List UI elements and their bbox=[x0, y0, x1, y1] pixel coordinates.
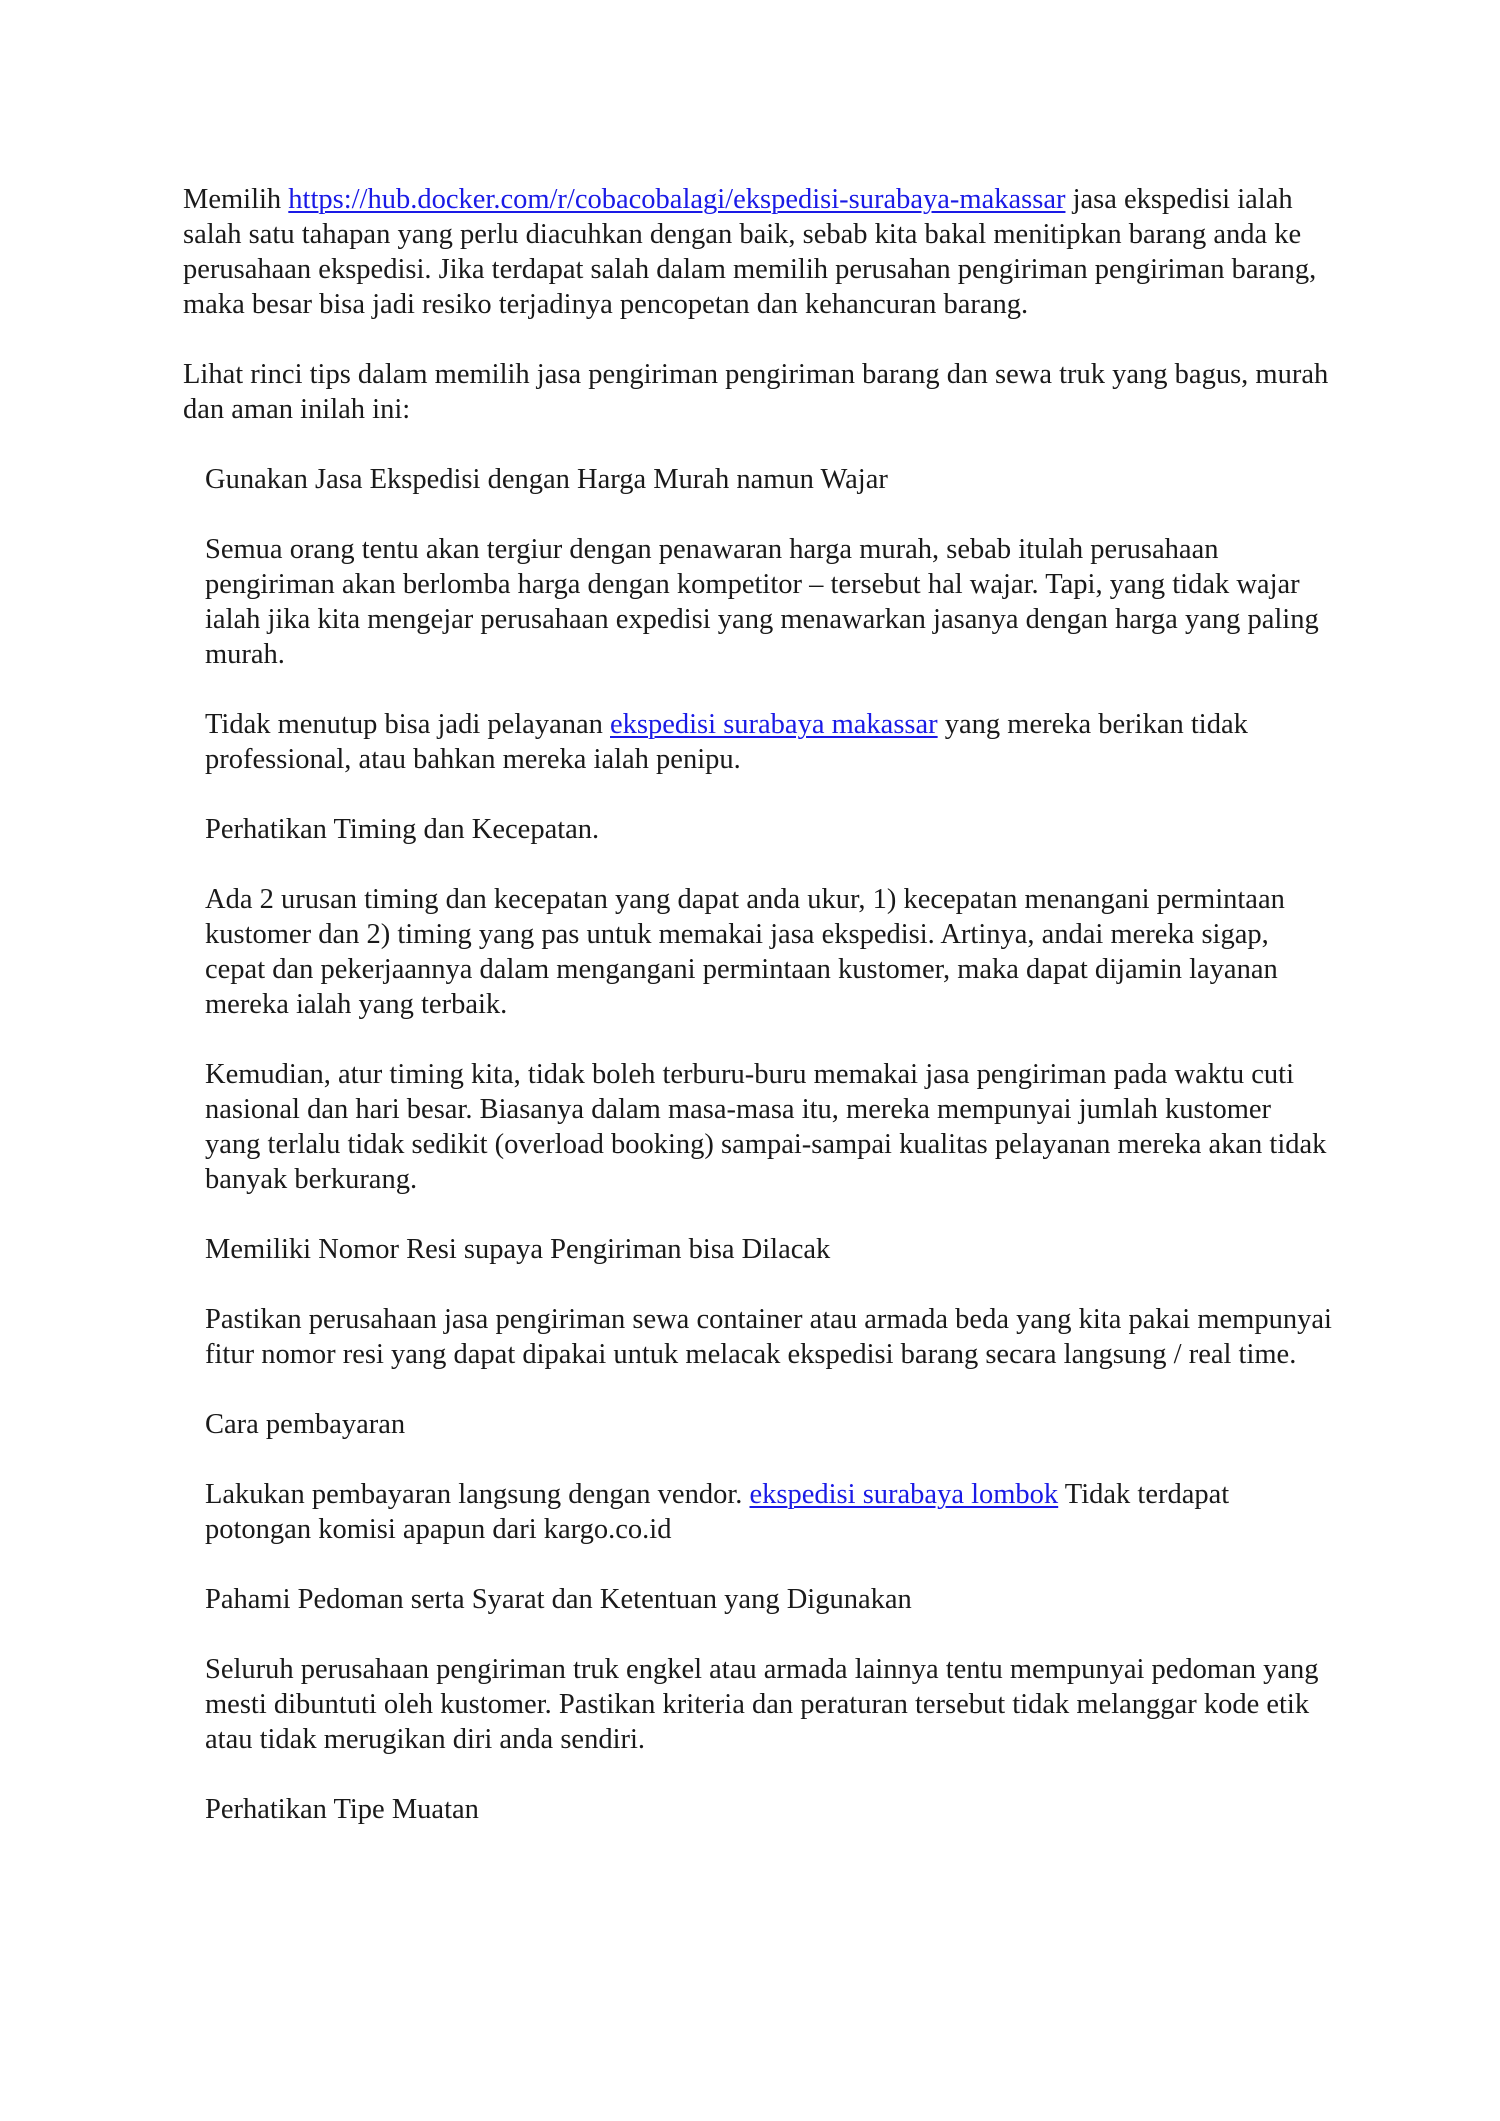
cuti-paragraph: Kemudian, atur timing kita, tidak boleh terburu-buru memakai jasa pengiriman pada waktu cuti nasional dan hari besar. Biasanya dalam masa-masa itu, mereka mempunyai jumlah kustomer yang terlalu tidak sedikit (overload booking) sampai-sampai kualitas pelayanan mereka akan tidak banyak berkurang. bbox=[205, 1059, 1327, 1195]
intro-paragraph bbox=[183, 182, 1333, 322]
timing-paragraph: Ada 2 urusan timing dan kecepatan yang dapat anda ukur, 1) kecepatan menangani permintaan kustomer dan 2) timing yang pas untuk memakai jasa ekspedisi. Artinya, andai mereka sigap, cepat dan pekerjaannya dalam mengangani permintaan kustomer, maka dapat dijamin layanan mereka ialah yang terbaik. bbox=[205, 884, 1285, 1020]
heading-pedoman: Pahami Pedoman serta Syarat dan Ketentuan yang Digunakan bbox=[205, 1584, 912, 1615]
heading-pembayaran: Cara pembayaran bbox=[205, 1409, 406, 1440]
pelayanan-text-start: Tidak menutup bisa jadi pelayanan bbox=[205, 709, 610, 740]
heading-nomor-resi: Memiliki Nomor Resi supaya Pengiriman bisa Dilacak bbox=[205, 1234, 831, 1265]
pembayaran-text-start: Lakukan pembayaran langsung dengan vendor. bbox=[205, 1479, 750, 1510]
ekspedisi-lombok-link[interactable]: ekspedisi surabaya lombok bbox=[749, 1479, 1059, 1510]
tips-intro-paragraph: Lihat rinci tips dalam memilih jasa pengiriman pengiriman barang dan sewa truk yang bagus, murah dan aman inilah ini: bbox=[183, 359, 1329, 425]
heading-harga-murah: Gunakan Jasa Ekspedisi dengan Harga Murah namun Wajar bbox=[205, 464, 888, 495]
pelayanan-paragraph bbox=[183, 707, 1333, 777]
pedoman-paragraph: Seluruh perusahaan pengiriman truk engkel atau armada lainnya tentu mempunyai pedoman yang mesti dibuntuti oleh kustomer. Pastikan kriteria dan peraturan tersebut tidak melanggar kode etik atau tidak merugikan diri anda sendiri. bbox=[205, 1654, 1319, 1755]
pembayaran-paragraph bbox=[183, 1477, 1333, 1547]
nomor-resi-paragraph: Pastikan perusahaan jasa pengiriman sewa container atau armada beda yang kita pakai mempunyai fitur nomor resi yang dapat dipakai untuk melacak ekspedisi barang secara langsung / real time. bbox=[205, 1304, 1332, 1370]
pelayanan-text-end: yang mereka berikan tidak professional, atau bahkan mereka ialah penipu. bbox=[205, 709, 1248, 775]
intro-text-end: jasa ekspedisi ialah salah satu tahapan yang perlu diacuhkan dengan baik, sebab kita bakal menitipkan barang anda ke perusahaan ekspedisi. Jika terdapat salah dalam memilih perusahan pengiriman pengiriman barang, maka besar bisa jadi resiko terjadinya pencopetan dan kehancuran barang. bbox=[183, 184, 1317, 320]
heading-tipe-muatan: Perhatikan Tipe Muatan bbox=[205, 1794, 479, 1825]
document-page bbox=[183, 182, 1333, 1862]
docker-hub-link[interactable]: https://hub.docker.com/r/cobacobalagi/ekspedisi-surabaya-makassar bbox=[288, 184, 1066, 215]
pembayaran-text-end: Tidak terdapat potongan komisi apapun dari kargo.co.id bbox=[205, 1479, 1230, 1545]
ekspedisi-makassar-link[interactable]: ekspedisi surabaya makassar bbox=[610, 709, 938, 740]
intro-text-start: Memilih bbox=[183, 184, 289, 215]
heading-timing: Perhatikan Timing dan Kecepatan. bbox=[205, 814, 600, 845]
harga-murah-paragraph: Semua orang tentu akan tergiur dengan penawaran harga murah, sebab itulah perusahaan pengiriman akan berlomba harga dengan kompetitor – tersebut hal wajar. Tapi, yang tidak wajar ialah jika kita mengejar perusahaan expedisi yang menawarkan jasanya dengan harga yang paling murah. bbox=[205, 534, 1319, 670]
